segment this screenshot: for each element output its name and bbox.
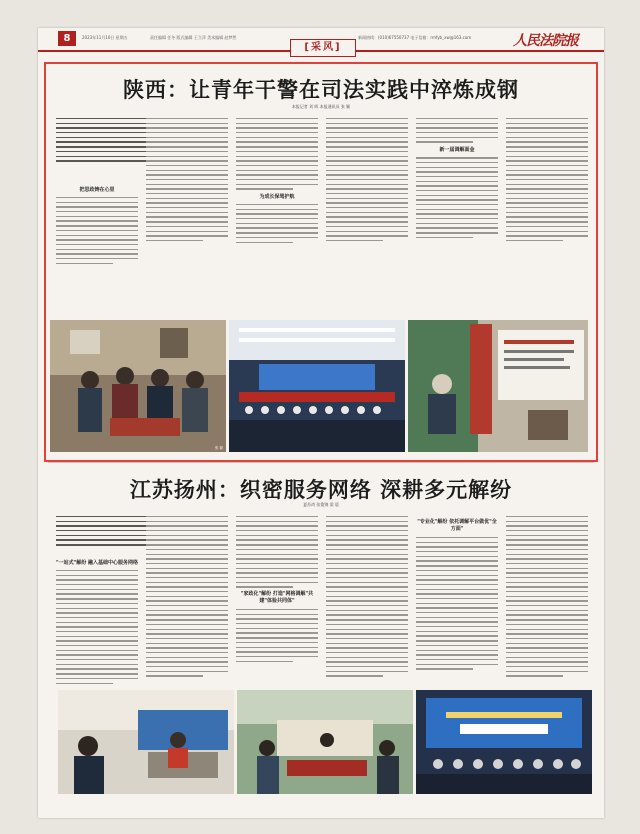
article2-byline: 夏苏尚 张俊锦 梁 晨 — [303, 502, 339, 507]
article-divider — [48, 462, 594, 463]
article1-column-5 — [416, 118, 498, 242]
article2-subhead-1: "一站式"解纷 融入基础中心服务网络 — [56, 560, 138, 566]
article1-subhead-2: 为成长保驾护航 — [259, 194, 295, 200]
article2-title: 江苏扬州：织密服务网络 深耕多元解纷 — [129, 478, 513, 502]
editors-line: 责任编辑 任冬 版式编辑 王立萍 美术编辑 赵梦然 — [150, 35, 237, 40]
article1-column-6 — [506, 118, 588, 245]
article1-photo-1-credit: 张 颖 — [214, 446, 223, 450]
issue-date: 2023年11月10日 星期五 — [82, 35, 128, 40]
article1-subhead-3: 新一届调解面金 — [439, 147, 475, 154]
article2-column-1 — [56, 556, 138, 687]
article1-photo-3 — [408, 320, 588, 452]
mediation-visit-photo — [50, 320, 226, 452]
article1-photo-2 — [229, 320, 405, 452]
article1-column-4 — [326, 118, 408, 245]
article2-photo-1 — [58, 690, 234, 794]
community-mediation-photo — [237, 690, 413, 794]
article2-column-5 — [416, 516, 498, 673]
article2-subhead-2: "家政化"解纷 打造"网格调解"共建"体验共同体" — [240, 591, 314, 604]
article2-column-4 — [326, 516, 408, 680]
article2-column-2 — [146, 516, 228, 680]
newspaper-page — [38, 28, 604, 818]
service-window-photo — [58, 690, 234, 794]
article2-photo-3 — [416, 690, 592, 794]
conference-hall-photo — [229, 320, 405, 452]
article2-column-6 — [506, 516, 588, 680]
article2-column-3 — [236, 516, 318, 665]
article2-subhead-3: "专业化"解纷 依托调解平台做优"全方面" — [417, 519, 497, 532]
article1-subhead-1: 把思政铸在心里 — [79, 187, 115, 193]
article1-column-2 — [146, 118, 228, 245]
masthead-logo: 人民法院报 — [513, 33, 578, 49]
page-number: 8 — [58, 31, 76, 46]
section-tag: [采风] — [290, 39, 356, 57]
article1-byline: 本报记者 刘 晖 本报通讯员 张 颖 — [291, 104, 351, 109]
article1-column-3 — [236, 118, 318, 246]
contact-line: 新闻热线：(010)67550737 电子信箱：rmfyb_xw@163.com — [358, 35, 472, 40]
article2-photo-2 — [237, 690, 413, 794]
article1-title: 陕西：让青年干警在司法实践中淬炼成钢 — [123, 78, 519, 102]
launch-ceremony-photo — [416, 690, 592, 794]
article1-column-1 — [56, 183, 138, 267]
exhibition-board-photo — [408, 320, 588, 452]
article1-photo-1 — [50, 320, 226, 452]
